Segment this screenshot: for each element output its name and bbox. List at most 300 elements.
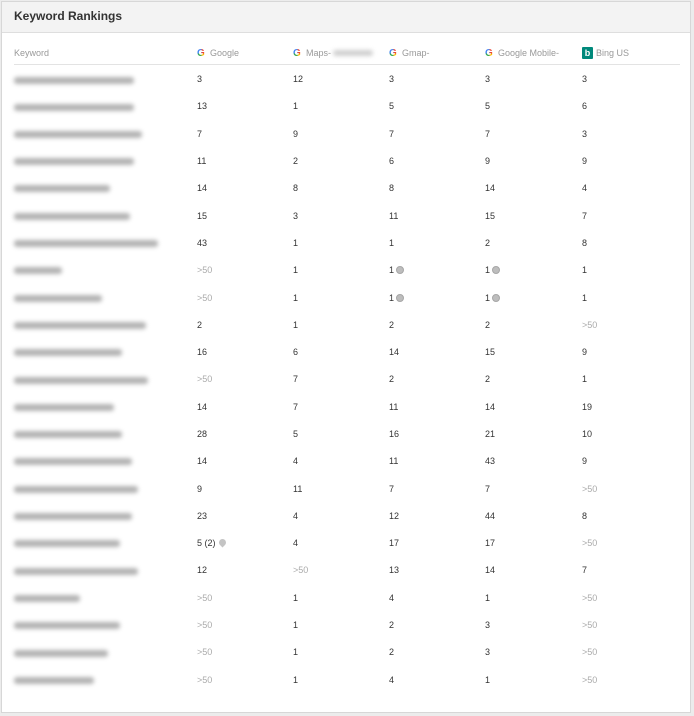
rank-cell-mobile — [485, 146, 582, 173]
keyword-rankings-table — [14, 42, 680, 692]
rank-cell-maps — [293, 528, 389, 555]
rank-value: 10 — [582, 429, 593, 439]
rank-cell-google — [197, 392, 293, 419]
rank-cell-maps — [293, 473, 389, 500]
table-row — [14, 91, 680, 118]
rank-cell-google — [197, 200, 293, 227]
rank-cell-bing — [582, 173, 680, 200]
rank-value: 2 — [389, 647, 395, 658]
rank-value: 7 — [485, 483, 491, 494]
redacted-keyword — [14, 513, 132, 520]
rank-cell-bing — [582, 364, 680, 391]
rank-cell-maps — [293, 637, 389, 664]
rank-value: 1 — [389, 237, 395, 248]
rank-value: 11 — [389, 401, 399, 412]
keyword-cell — [14, 583, 197, 610]
rank-value: 12 — [197, 565, 208, 576]
rank-cell-mobile — [485, 665, 582, 692]
redacted-keyword — [14, 295, 102, 302]
rank-cell-google — [197, 282, 293, 309]
rank-cell-bing — [582, 310, 680, 337]
rank-cell-bing — [582, 473, 680, 500]
table-row — [14, 637, 680, 664]
keyword-cell — [14, 200, 197, 227]
table-row — [14, 146, 680, 173]
google-logo-icon: G — [197, 47, 205, 59]
redacted-keyword — [14, 540, 120, 547]
rank-cell-google — [197, 528, 293, 555]
rank-value: 17 — [485, 538, 496, 549]
rank-value: >50 — [197, 674, 213, 685]
rank-cell-maps — [293, 610, 389, 637]
rank-value: 14 — [485, 565, 496, 576]
rank-cell-google — [197, 337, 293, 364]
rank-value: 5 — [485, 101, 491, 112]
rank-cell-maps — [293, 337, 389, 364]
redacted-keyword — [14, 240, 158, 247]
rank-cell-gmap — [389, 555, 485, 582]
redacted-keyword — [14, 568, 138, 575]
rank-value: 3 — [485, 74, 491, 85]
rank-value: 2 — [197, 319, 203, 330]
rank-cell-google — [197, 583, 293, 610]
rank-cell-google — [197, 364, 293, 391]
keyword-cell — [14, 419, 197, 446]
rank-cell-bing — [582, 146, 680, 173]
keyword-cell — [14, 119, 197, 146]
rank-value: 4 — [389, 592, 395, 603]
rank-value: 1 — [582, 265, 588, 276]
rank-cell-bing — [582, 610, 680, 637]
rank-cell-google — [197, 637, 293, 664]
rank-cell-gmap — [389, 282, 485, 309]
keyword-cell — [14, 610, 197, 637]
grey-dot-icon[interactable] — [492, 294, 500, 302]
rank-cell-google — [197, 610, 293, 637]
rank-cell-maps — [293, 228, 389, 255]
rank-cell-google — [197, 665, 293, 692]
rank-value: 1 — [293, 592, 299, 603]
rank-value: 15 — [485, 210, 496, 221]
table-row — [14, 200, 680, 227]
rank-cell-gmap — [389, 583, 485, 610]
rank-value: 1 — [389, 265, 395, 276]
redacted-keyword — [14, 595, 80, 602]
rank-cell-mobile — [485, 228, 582, 255]
rank-value: >50 — [293, 565, 309, 576]
rank-value: 9 — [582, 347, 588, 358]
rank-cell-bing — [582, 228, 680, 255]
rank-value: >50 — [582, 592, 598, 603]
rank-cell-gmap — [389, 665, 485, 692]
rank-value: 1 — [582, 374, 588, 385]
rank-value: 8 — [389, 183, 395, 194]
rank-cell-bing — [582, 419, 680, 446]
table-row — [14, 446, 680, 473]
redacted-keyword — [14, 486, 138, 493]
keyword-rankings-panel — [1, 1, 691, 713]
rank-value: 9 — [293, 128, 299, 139]
rank-cell-google — [197, 64, 293, 91]
rank-value: 2 — [485, 237, 491, 248]
rank-value: 3 — [197, 74, 203, 85]
redacted-keyword — [14, 349, 122, 356]
keyword-cell — [14, 255, 197, 282]
rank-cell-google — [197, 473, 293, 500]
grey-dot-icon[interactable] — [396, 294, 404, 302]
column-header-label: Keyword — [14, 47, 50, 58]
column-header-google[interactable] — [197, 42, 293, 64]
rank-value: 12 — [293, 74, 304, 85]
rank-cell-mobile — [485, 364, 582, 391]
rank-value: 9 — [582, 456, 588, 467]
rank-cell-maps — [293, 583, 389, 610]
column-header-label: Gmap- — [402, 48, 430, 58]
column-header-bing[interactable] — [582, 42, 680, 64]
rank-value: 1 — [293, 647, 299, 658]
rank-value: 14 — [197, 456, 208, 467]
rank-cell-google — [197, 555, 293, 582]
rank-cell-gmap — [389, 446, 485, 473]
rank-value: 4 — [293, 538, 299, 549]
rank-cell-maps — [293, 255, 389, 282]
rank-value: 16 — [389, 429, 400, 439]
rank-cell-maps — [293, 282, 389, 309]
rank-cell-mobile — [485, 610, 582, 637]
panel-header — [2, 2, 690, 33]
redacted-keyword — [14, 377, 148, 384]
rank-cell-maps — [293, 419, 389, 446]
rank-cell-mobile — [485, 555, 582, 582]
rank-value: 3 — [582, 128, 588, 139]
rank-cell-google — [197, 255, 293, 282]
rank-value: 9 — [197, 483, 203, 494]
rank-cell-gmap — [389, 392, 485, 419]
rank-value: 3 — [582, 74, 588, 85]
rank-value: 1 — [485, 674, 491, 685]
rank-value: >50 — [197, 647, 213, 658]
rank-value: 14 — [197, 401, 208, 412]
rank-value: 1 — [293, 237, 299, 248]
rank-value: 8 — [582, 510, 588, 521]
rank-cell-bing — [582, 119, 680, 146]
rank-value: >50 — [197, 620, 213, 631]
rank-cell-gmap — [389, 200, 485, 227]
rank-value: 2 — [485, 374, 491, 385]
rank-cell-maps — [293, 665, 389, 692]
rank-cell-bing — [582, 446, 680, 473]
rank-value: 7 — [582, 210, 588, 221]
table-row — [14, 555, 680, 582]
rank-value: 2 — [485, 319, 491, 330]
rank-value: 16 — [197, 347, 208, 358]
redacted-location — [333, 50, 373, 56]
rank-value: 4 — [293, 510, 299, 521]
rank-value: >50 — [582, 319, 598, 330]
rank-value: 5 (2) — [197, 538, 216, 549]
rank-cell-mobile — [485, 419, 582, 446]
rank-value: 1 — [293, 101, 299, 112]
keyword-cell — [14, 364, 197, 391]
rank-value: 1 — [582, 292, 588, 303]
rank-value: 7 — [389, 128, 395, 139]
rank-cell-google — [197, 228, 293, 255]
rank-value: 8 — [293, 183, 299, 194]
rank-value: 11 — [389, 456, 399, 467]
rank-value: 9 — [582, 156, 588, 167]
rank-value: 7 — [389, 483, 395, 494]
table-row — [14, 64, 680, 91]
map-pin-icon[interactable] — [217, 538, 227, 548]
rank-cell-maps — [293, 310, 389, 337]
rank-value: 1 — [485, 292, 491, 303]
rank-cell-mobile — [485, 501, 582, 528]
rank-cell-mobile — [485, 64, 582, 91]
redacted-keyword — [14, 431, 122, 438]
rank-cell-maps — [293, 364, 389, 391]
rank-cell-gmap — [389, 310, 485, 337]
rank-value: 44 — [485, 510, 496, 521]
rank-value: 11 — [197, 156, 207, 167]
rank-cell-google — [197, 91, 293, 118]
panel-title: Keyword Rankings — [14, 9, 123, 23]
rank-value: 6 — [293, 347, 299, 358]
keyword-cell — [14, 473, 197, 500]
keyword-cell — [14, 501, 197, 528]
rank-value: 4 — [389, 674, 395, 685]
keyword-cell — [14, 446, 197, 473]
column-header-label: Maps- — [306, 48, 332, 58]
keyword-cell — [14, 637, 197, 664]
rank-value: 1 — [485, 265, 491, 276]
rank-cell-maps — [293, 392, 389, 419]
rank-value: >50 — [582, 620, 598, 631]
rank-cell-gmap — [389, 64, 485, 91]
table-header-row — [14, 42, 680, 64]
column-header-keyword[interactable] — [14, 42, 197, 64]
rank-cell-maps — [293, 200, 389, 227]
column-header-maps[interactable] — [293, 42, 389, 64]
column-header-google-mobile[interactable] — [485, 42, 582, 64]
rank-value: 15 — [197, 210, 208, 221]
rank-value: 11 — [293, 483, 303, 494]
rank-value: >50 — [582, 647, 598, 658]
table-body — [14, 64, 680, 692]
rank-value: 1 — [293, 620, 299, 631]
rank-cell-mobile — [485, 583, 582, 610]
column-header-label: Google Mobile- — [498, 48, 560, 58]
google-logo-icon: G — [293, 47, 301, 59]
rank-value: 4 — [293, 456, 299, 467]
table-row — [14, 501, 680, 528]
rank-value: 2 — [389, 319, 395, 330]
rank-value: 3 — [485, 647, 491, 658]
google-logo-icon: G — [485, 47, 493, 59]
rank-value: >50 — [197, 292, 213, 303]
table-row — [14, 119, 680, 146]
rank-value: 5 — [293, 429, 299, 439]
rank-value: 11 — [389, 210, 399, 221]
redacted-keyword — [14, 458, 132, 465]
rank-cell-mobile — [485, 446, 582, 473]
redacted-keyword — [14, 158, 134, 165]
keyword-cell — [14, 146, 197, 173]
rank-cell-bing — [582, 555, 680, 582]
rank-cell-gmap — [389, 473, 485, 500]
rank-cell-google — [197, 446, 293, 473]
redacted-keyword — [14, 213, 130, 220]
rank-cell-mobile — [485, 200, 582, 227]
keyword-cell — [14, 392, 197, 419]
rank-cell-gmap — [389, 610, 485, 637]
column-header-gmap[interactable] — [389, 42, 485, 64]
rank-cell-gmap — [389, 501, 485, 528]
rank-cell-mobile — [485, 528, 582, 555]
rank-cell-bing — [582, 282, 680, 309]
rank-value: 3 — [293, 210, 299, 221]
rank-value: 9 — [485, 156, 491, 167]
rank-value: 2 — [389, 620, 395, 631]
rank-value: 14 — [485, 401, 496, 412]
rank-value: 2 — [389, 374, 395, 385]
table-row — [14, 310, 680, 337]
keyword-cell — [14, 337, 197, 364]
rank-cell-gmap — [389, 337, 485, 364]
rank-value: 13 — [389, 565, 400, 576]
rank-value: 28 — [197, 429, 208, 439]
rank-value: 7 — [293, 374, 299, 385]
rank-value: 1 — [293, 292, 299, 303]
rank-value: 21 — [485, 429, 496, 439]
grey-dot-icon[interactable] — [492, 266, 500, 274]
rank-cell-gmap — [389, 637, 485, 664]
rank-cell-mobile — [485, 637, 582, 664]
redacted-keyword — [14, 677, 94, 684]
rank-value: 7 — [485, 128, 491, 139]
rank-value: 43 — [485, 456, 496, 467]
rank-cell-bing — [582, 64, 680, 91]
rank-value: 1 — [293, 319, 299, 330]
table-row — [14, 337, 680, 364]
rank-value: >50 — [582, 674, 598, 685]
rank-cell-bing — [582, 337, 680, 364]
rank-value: 3 — [389, 74, 395, 85]
redacted-keyword — [14, 77, 134, 84]
rank-value: 19 — [582, 401, 593, 412]
redacted-keyword — [14, 322, 146, 329]
rank-value: 7 — [582, 565, 588, 576]
redacted-keyword — [14, 404, 114, 411]
keyword-cell — [14, 173, 197, 200]
column-header-label: Bing US — [596, 47, 630, 58]
rank-cell-bing — [582, 637, 680, 664]
table-row — [14, 583, 680, 610]
rank-cell-gmap — [389, 364, 485, 391]
rank-cell-google — [197, 501, 293, 528]
rank-cell-maps — [293, 173, 389, 200]
rank-value: 14 — [389, 347, 400, 358]
rank-cell-gmap — [389, 528, 485, 555]
rank-cell-google — [197, 419, 293, 446]
rank-cell-bing — [582, 583, 680, 610]
rank-value: 2 — [293, 156, 299, 167]
redacted-keyword — [14, 185, 110, 192]
rank-cell-maps — [293, 555, 389, 582]
rank-value: >50 — [197, 592, 213, 603]
rank-cell-gmap — [389, 146, 485, 173]
rank-value: 14 — [197, 183, 208, 194]
redacted-keyword — [14, 650, 108, 657]
rank-cell-mobile — [485, 91, 582, 118]
rank-cell-mobile — [485, 473, 582, 500]
rank-value: 14 — [485, 183, 496, 194]
rank-value: 1 — [389, 292, 395, 303]
table-row — [14, 228, 680, 255]
rank-value: 1 — [293, 674, 299, 685]
keyword-cell — [14, 91, 197, 118]
rank-cell-google — [197, 310, 293, 337]
table-row — [14, 255, 680, 282]
rank-value: 1 — [485, 592, 491, 603]
keyword-cell — [14, 528, 197, 555]
rank-cell-google — [197, 119, 293, 146]
keyword-cell — [14, 665, 197, 692]
rank-cell-gmap — [389, 173, 485, 200]
rank-cell-gmap — [389, 91, 485, 118]
table-row — [14, 528, 680, 555]
table-row — [14, 392, 680, 419]
rank-value: 23 — [197, 510, 208, 521]
table-row — [14, 473, 680, 500]
rank-cell-gmap — [389, 255, 485, 282]
rank-value: 6 — [389, 156, 395, 167]
table-row — [14, 173, 680, 200]
keyword-cell — [14, 64, 197, 91]
grey-dot-icon[interactable] — [396, 266, 404, 274]
rank-value: 13 — [197, 101, 208, 112]
rank-cell-mobile — [485, 255, 582, 282]
rank-value: 5 — [389, 101, 395, 112]
rank-cell-maps — [293, 446, 389, 473]
rank-cell-gmap — [389, 228, 485, 255]
rank-cell-mobile — [485, 282, 582, 309]
rank-value: >50 — [197, 374, 213, 385]
rank-value: 43 — [197, 237, 208, 248]
column-header-label: Google — [210, 48, 240, 58]
rank-value: 3 — [485, 620, 491, 631]
google-logo-icon: G — [389, 47, 397, 59]
table-row — [14, 610, 680, 637]
table-row — [14, 419, 680, 446]
rank-cell-maps — [293, 64, 389, 91]
rank-cell-maps — [293, 501, 389, 528]
table-row — [14, 665, 680, 692]
rank-cell-bing — [582, 91, 680, 118]
keyword-cell — [14, 282, 197, 309]
rank-value: 6 — [582, 101, 588, 112]
rank-value: 17 — [389, 538, 400, 549]
rank-value: >50 — [197, 265, 213, 276]
keyword-cell — [14, 310, 197, 337]
table-row — [14, 364, 680, 391]
rank-cell-maps — [293, 91, 389, 118]
keyword-cell — [14, 228, 197, 255]
rank-value: 7 — [197, 128, 203, 139]
rank-cell-mobile — [485, 337, 582, 364]
rank-cell-bing — [582, 200, 680, 227]
keyword-cell — [14, 555, 197, 582]
rank-cell-maps — [293, 119, 389, 146]
